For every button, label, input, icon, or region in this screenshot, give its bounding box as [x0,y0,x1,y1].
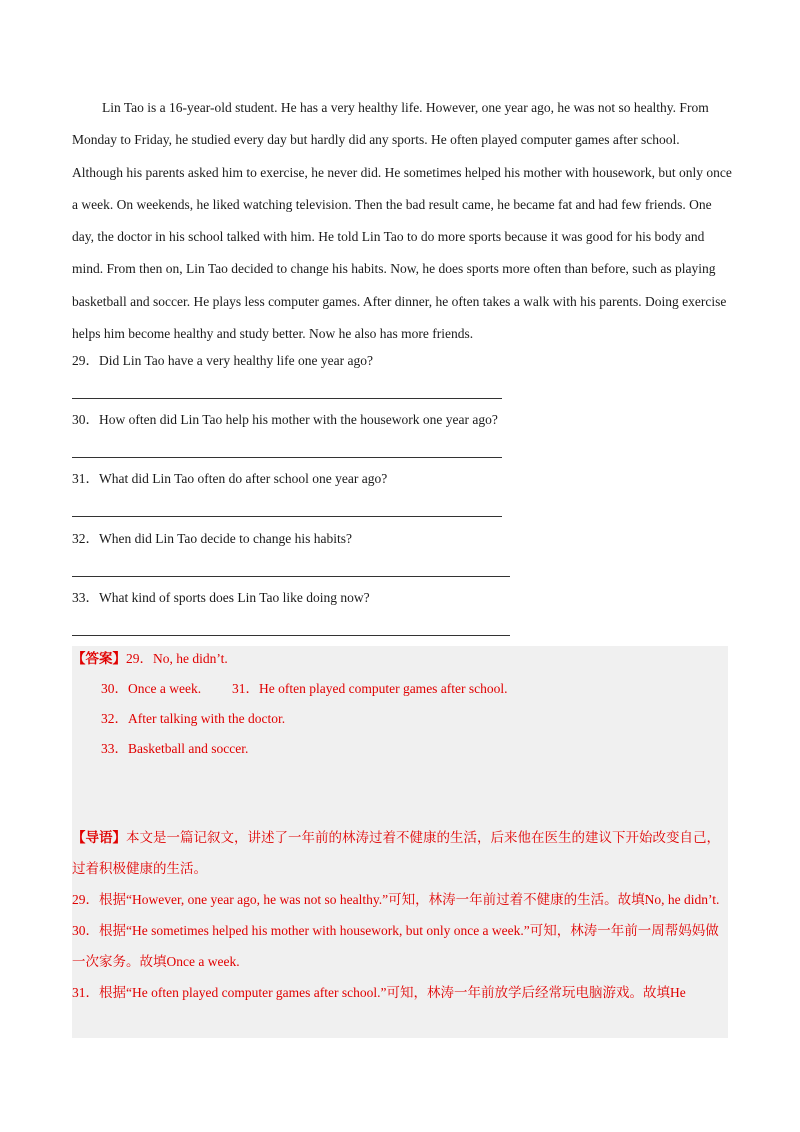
answer-33: 33．Basketball and soccer. [101,741,249,756]
answer-32: 32．After talking with the doctor. [101,711,286,726]
answer-line-29[interactable] [72,398,502,399]
answer-line-32[interactable] [72,576,510,577]
answer-31: 31．He often played computer games after school. [232,681,508,696]
question-31: 31．What did Lin Tao often do after school one year ago? [72,471,388,486]
question-30: 30．How often did Lin Tao help his mother with the housework one year ago? [72,412,498,427]
answer-line-33[interactable] [72,635,510,636]
guide-explanation-30: 30．根据“He sometimes helped his mother with housework, but only once a week.”可知，林涛一年前一周帮妈妈做一次家务。故填Once a week. [72,923,719,969]
answer-30: 30．Once a week. [101,681,202,696]
guide-intro: 【导语】本文是一篇记叙文，讲述了一年前的林涛过着不健康的生活，后来他在医生的建议下开始改变自己，过着积极健康的生活。 [72,830,720,876]
answer-line-31[interactable] [72,516,502,517]
guide-explanation-31: 31．根据“He often played computer games after school.”可知，林涛一年前放学后经常玩电脑游戏。故填He [72,985,686,1000]
answer-29: 【答案】29．No, he didn’t. [72,651,228,666]
passage-text: Lin Tao is a 16-year-old student. He has a very healthy life. However, one year ago, he was not so healthy. From Monday to Friday, he studied every day but hardly did any sports. He often played computer games after school. Although his parents asked him to exercise, he never did. He sometimes helped his mother with housework, but only once a week. On weekends, he liked watching television. Then the bad result came, he became fat and had few friends. One day, the doctor in his school talked with him. He told Lin Tao to do more sports because it was good for his body and mind. From then on, Lin Tao decided to change his habits. Now, he does sports more often than before, such as playing basketball and soccer. He plays less computer games. After dinner, he often takes a walk with his parents. Doing exercise helps him become healthy and study better. Now he also has more friends. [72,100,732,342]
question-33: 33．What kind of sports does Lin Tao like doing now? [72,590,370,605]
question-32: 32．When did Lin Tao decide to change his habits? [72,531,352,546]
reading-passage [72,92,732,350]
guide-section [72,822,728,1008]
guide-explanation-29: 29．根据“However, one year ago, he was not so healthy.”可知，林涛一年前过着不健康的生活。故填No, he didn’t. [72,892,720,907]
answer-line-30[interactable] [72,457,502,458]
question-29: 29．Did Lin Tao have a very healthy life one year ago? [72,353,373,368]
